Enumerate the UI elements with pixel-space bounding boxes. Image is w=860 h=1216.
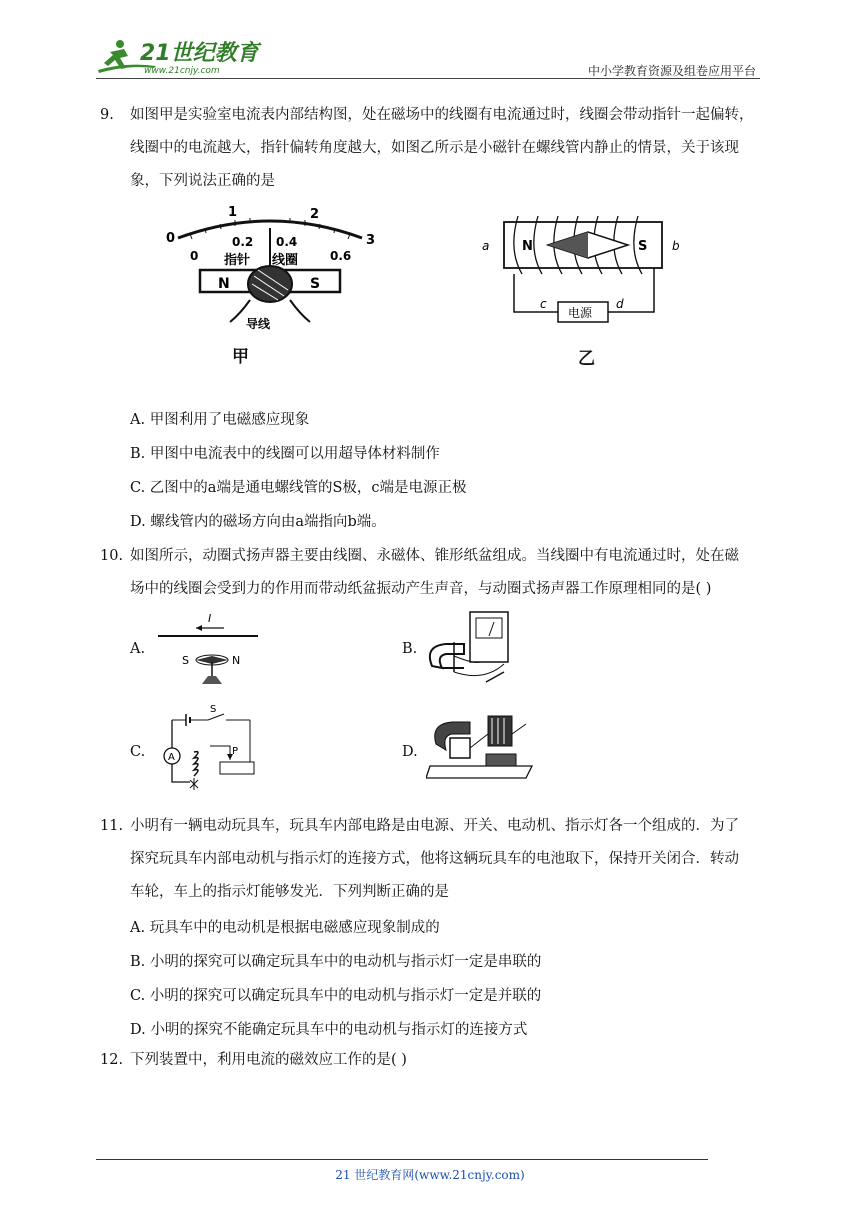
scale-top-2: 2 bbox=[310, 207, 320, 222]
logo-url: www.21cnjy.com bbox=[144, 66, 220, 76]
question-line: 下列装置中，利用电流的磁效应工作的是( ) bbox=[130, 1052, 407, 1068]
figure-label-yi: 乙 bbox=[578, 349, 595, 369]
question-line: 车轮，车上的指示灯能够发光．下列判断正确的是 bbox=[130, 884, 449, 900]
end-a: a bbox=[482, 239, 490, 253]
scale-bottom-3: 0.6 bbox=[330, 249, 352, 263]
q11-option-a[interactable]: A. 玩具车中的电动机是根据电磁感应现象制成的 bbox=[130, 920, 440, 936]
q10-option-a-label[interactable]: A. bbox=[130, 641, 146, 657]
ammeter-a: A bbox=[168, 752, 175, 763]
q11-option-c[interactable]: C. 小明的探究可以确定玩具车中的电动机与指示灯一定是并联的 bbox=[130, 988, 542, 1004]
footer-divider bbox=[96, 1159, 708, 1160]
q10-option-c-label[interactable]: C. bbox=[130, 744, 146, 760]
solenoid-figure bbox=[478, 210, 688, 330]
end-b: b bbox=[672, 239, 680, 253]
header-divider bbox=[96, 78, 760, 79]
q11-option-d[interactable]: D. 小明的探究不能确定玩具车中的电动机与指示灯的连接方式 bbox=[130, 1022, 528, 1038]
q9-option-c[interactable]: C. 乙图中的a端是通电螺线管的S极，c端是电源正极 bbox=[130, 480, 467, 496]
q9-option-b[interactable]: B. 甲图中电流表中的线圈可以用超导体材料制作 bbox=[130, 446, 440, 462]
end-d: d bbox=[616, 297, 624, 311]
scale-top-0: 0 bbox=[166, 231, 176, 246]
question-9 bbox=[100, 99, 770, 189]
q9-option-a[interactable]: A. 甲图利用了电磁感应现象 bbox=[130, 412, 310, 428]
figure-label-jia: 甲 bbox=[232, 347, 249, 367]
switch-s: S bbox=[210, 704, 217, 715]
scale-top-3: 3 bbox=[366, 233, 376, 248]
site-logo bbox=[96, 36, 266, 78]
question-number: 11. bbox=[100, 818, 124, 834]
question-line: 如图所示，动圈式扬声器主要由线圈、永磁体、锥形纸盆组成。当线圈中有电流通过时，处在磁 bbox=[130, 548, 739, 564]
q10-option-d-figure bbox=[426, 704, 536, 790]
q9-option-d[interactable]: D. 螺线管内的磁场方向由a端指向b端。 bbox=[130, 514, 386, 530]
pole-n: N bbox=[218, 276, 230, 292]
q10-option-d-label[interactable]: D. bbox=[402, 744, 418, 760]
needle-n: N bbox=[522, 239, 533, 254]
logo-title: 21世纪教育 bbox=[140, 41, 259, 66]
question-number: 9. bbox=[100, 107, 114, 123]
question-line: 探究玩具车内部电动机与指示灯的连接方式，他将这辆玩具车的电池取下，保持开关闭合．转动 bbox=[130, 851, 739, 867]
question-12 bbox=[100, 1044, 770, 1077]
question-10 bbox=[100, 540, 770, 597]
question-number: 12. bbox=[100, 1052, 124, 1068]
needle-s: S bbox=[182, 654, 189, 667]
slider-p: P bbox=[232, 746, 239, 757]
question-line: 线圈中的电流越大，指针偏转角度越大，如图乙所示是小磁针在螺线管内静止的情景，关于该现 bbox=[130, 140, 739, 156]
question-line: 小明有一辆电动玩具车，玩具车内部电路是由电源、开关、电动机、指示灯各一个组成的．为了 bbox=[130, 818, 739, 834]
header-platform-text: 中小学教育资源及组卷应用平台 bbox=[587, 64, 756, 78]
footer-text[interactable]: 21 世纪教育网(www.21cnjy.com) bbox=[335, 1168, 525, 1182]
question-line: 如图甲是实验室电流表内部结构图，处在磁场中的线圈有电流通过时，线圈会带动指针一起偏转， bbox=[130, 107, 754, 123]
scale-bottom-2: 0.4 bbox=[276, 235, 298, 249]
question-line: 场中的线圈会受到力的作用而带动纸盆振动产生声音，与动圈式扬声器工作原理相同的是( ) bbox=[130, 581, 712, 597]
q11-option-b[interactable]: B. 小明的探究可以确定玩具车中的电动机与指示灯一定是串联的 bbox=[130, 954, 542, 970]
question-number: 10. bbox=[100, 548, 124, 564]
q10-option-b-figure bbox=[424, 606, 524, 690]
scale-top-1: 1 bbox=[228, 205, 238, 220]
power-source-label: 电源 bbox=[568, 306, 593, 320]
q10-option-a-figure bbox=[152, 606, 264, 690]
pole-s: S bbox=[310, 276, 321, 292]
ammeter-figure bbox=[160, 204, 380, 334]
needle-n: N bbox=[232, 654, 241, 667]
q10-option-b-label[interactable]: B. bbox=[402, 641, 418, 657]
question-11 bbox=[100, 810, 770, 900]
label-pointer: 指针 bbox=[224, 253, 251, 268]
scale-bottom-1: 0.2 bbox=[232, 235, 254, 249]
end-c: c bbox=[540, 297, 547, 311]
label-coil: 线圈 bbox=[272, 253, 299, 268]
current-label: I bbox=[208, 612, 212, 625]
label-wire: 导线 bbox=[246, 317, 271, 331]
q10-option-c-figure bbox=[150, 702, 260, 794]
needle-s: S bbox=[638, 239, 648, 254]
question-line: 象，下列说法正确的是 bbox=[130, 173, 275, 189]
scale-bottom-0: 0 bbox=[190, 249, 199, 263]
